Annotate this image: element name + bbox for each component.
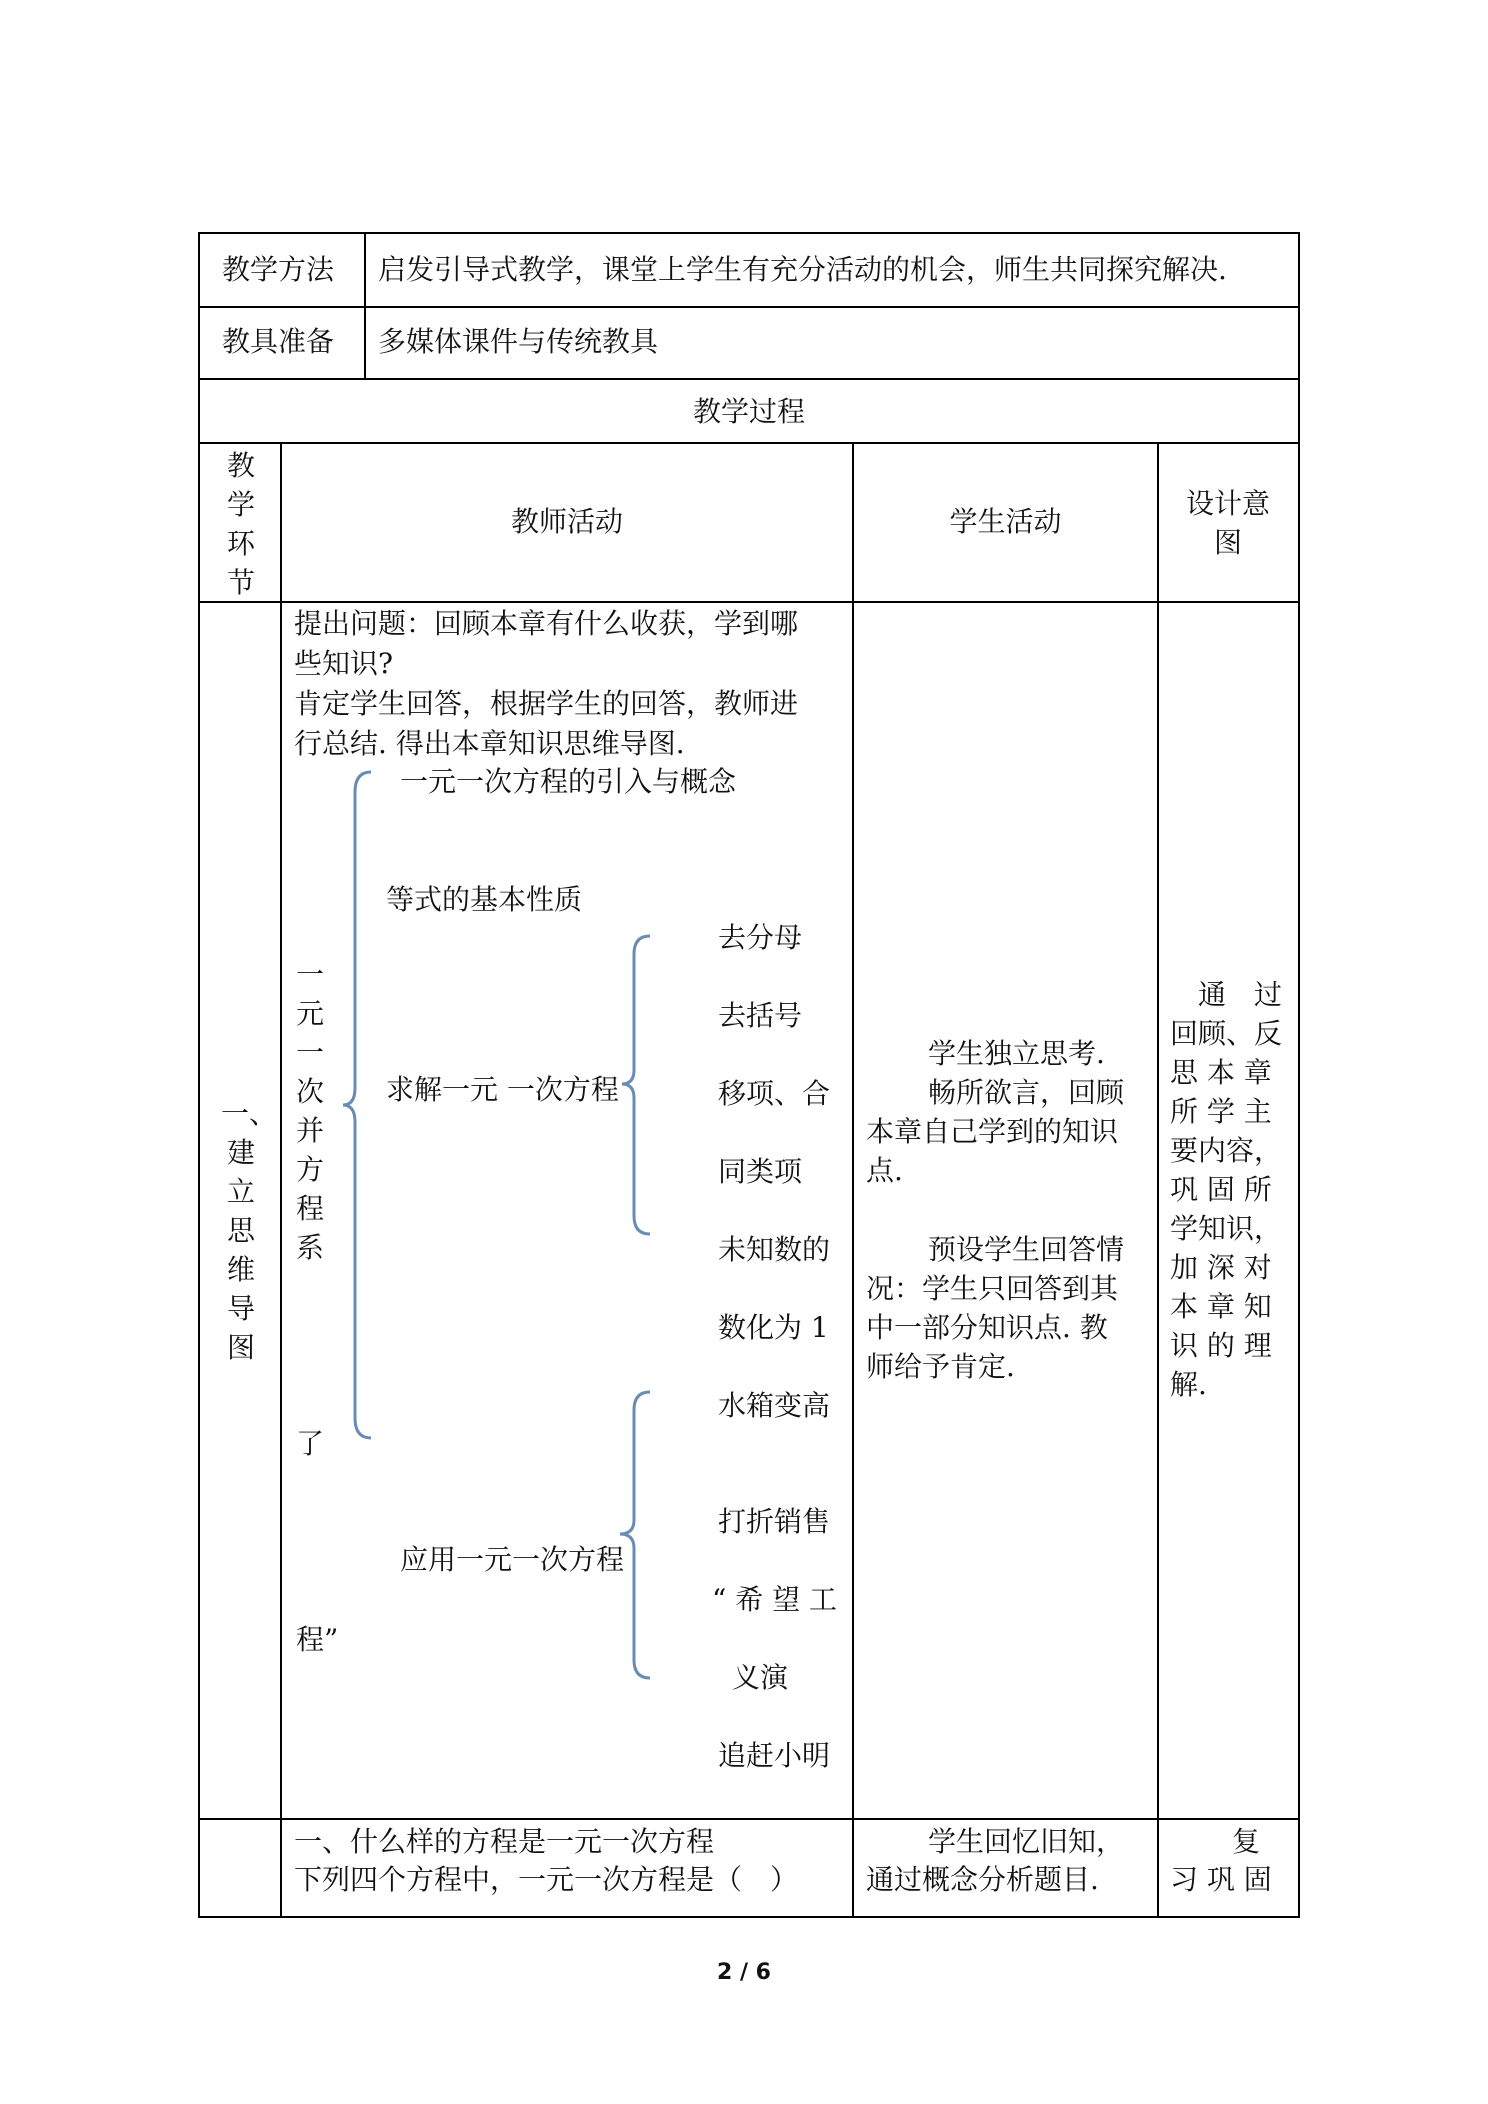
- section2-student-line: 通过概念分析题目.: [866, 1863, 1099, 1896]
- table-rule-v: [852, 442, 854, 1918]
- mindmap-main-brace: [335, 770, 375, 1440]
- method-value: 启发引导式教学，课堂上学生有充分活动的机会，师生共同探究解决.: [378, 253, 1227, 286]
- design-line: 回顾、反: [1170, 1017, 1283, 1050]
- teacher-line: 提出问题：回顾本章有什么收获，学到哪: [294, 607, 799, 640]
- teacher-line: 些知识?: [294, 647, 394, 680]
- mindmap-root-tail: 程”: [296, 1623, 339, 1656]
- design-line: 本 章 知: [1170, 1290, 1272, 1323]
- student-line: 点.: [866, 1154, 903, 1187]
- solve-step: 去括号: [718, 999, 803, 1032]
- student-line: 学生独立思考.: [928, 1037, 1105, 1070]
- mindmap-branch-intro: 一元一次方程的引入与概念: [400, 765, 737, 798]
- method-label: 教学方法: [222, 253, 335, 286]
- table-rule: [198, 1818, 1300, 1820]
- apply-item: 义演: [732, 1661, 789, 1694]
- solve-step: 未知数的: [718, 1233, 831, 1266]
- design-line: 思 本 章: [1170, 1056, 1272, 1089]
- page-number: 2 / 6: [717, 1960, 771, 1985]
- teacher-line: 行总结. 得出本章知识思维导图.: [294, 727, 685, 760]
- section2-design-line: 复: [1232, 1825, 1261, 1858]
- design-line: 识 的 理: [1170, 1329, 1272, 1362]
- section1-stage: 一、建立思维导图: [221, 1097, 278, 1364]
- header-stage: 教学环节: [226, 449, 255, 599]
- header-student: 学生活动: [949, 505, 1062, 538]
- mindmap-root: 一元一次并方程系: [295, 958, 324, 1264]
- header-teacher: 教师活动: [510, 505, 623, 538]
- solve-step: 移项、合: [718, 1077, 831, 1110]
- table-border-right: [1298, 232, 1300, 1918]
- design-line: 加 深 对: [1170, 1251, 1272, 1284]
- mindmap-apply-brace: [608, 1390, 652, 1680]
- student-line: 况：学生只回答到其: [866, 1272, 1119, 1305]
- mindmap-branch-solve: 求解一元 一次方程: [386, 1073, 619, 1106]
- process-title: 教学过程: [692, 395, 805, 428]
- table-rule: [198, 601, 1300, 603]
- design-line: 学知识，: [1170, 1212, 1283, 1245]
- section2-teacher-line: 一、什么样的方程是一元一次方程: [294, 1825, 715, 1858]
- table-rule-v: [364, 232, 366, 380]
- solve-step: 同类项: [718, 1155, 803, 1188]
- design-line: 所 学 主: [1170, 1095, 1272, 1128]
- design-line: 要内容，: [1170, 1134, 1283, 1167]
- apply-item: 水箱变高: [718, 1389, 831, 1422]
- apply-item: 追赶小明: [718, 1739, 831, 1772]
- tools-value: 多媒体课件与传统教具: [378, 325, 659, 358]
- table-rule-v: [280, 442, 282, 1918]
- design-line: 解.: [1170, 1368, 1207, 1401]
- solve-step: 去分母: [718, 921, 803, 954]
- section2-student-line: 学生回忆旧知，: [928, 1825, 1125, 1858]
- teacher-line: 肯定学生回答，根据学生的回答，教师进: [294, 687, 799, 720]
- mindmap-solve-brace: [612, 934, 652, 1236]
- table-border-left: [198, 232, 200, 1918]
- table-rule: [198, 1916, 1300, 1918]
- mindmap-root-tail: 了: [296, 1427, 325, 1460]
- design-line: 巩 固 所: [1170, 1173, 1272, 1206]
- design-line: 通 过: [1198, 978, 1283, 1011]
- apply-item: 打折销售: [718, 1505, 831, 1538]
- table-rule: [198, 442, 1300, 444]
- apply-item: “ 希 望 工: [712, 1583, 838, 1616]
- solve-step: 数化为 1: [718, 1311, 829, 1344]
- header-design: 设计意图: [1185, 487, 1270, 559]
- student-line: 本章自己学到的知识: [866, 1115, 1119, 1148]
- student-line: 师给予肯定.: [866, 1350, 1015, 1383]
- mindmap-branch-properties: 等式的基本性质: [386, 883, 583, 916]
- section2-design-line: 习 巩 固: [1170, 1863, 1272, 1896]
- student-line: 预设学生回答情: [928, 1233, 1125, 1266]
- table-rule-v: [1157, 442, 1159, 1918]
- section2-teacher-line: 下列四个方程中，一元一次方程是（ ）: [294, 1863, 799, 1896]
- student-line: 中一部分知识点. 教: [866, 1311, 1108, 1344]
- mindmap-branch-apply: 应用一元一次方程: [400, 1543, 625, 1576]
- student-line: 畅所欲言，回顾: [928, 1076, 1125, 1109]
- tools-label: 教具准备: [222, 325, 335, 358]
